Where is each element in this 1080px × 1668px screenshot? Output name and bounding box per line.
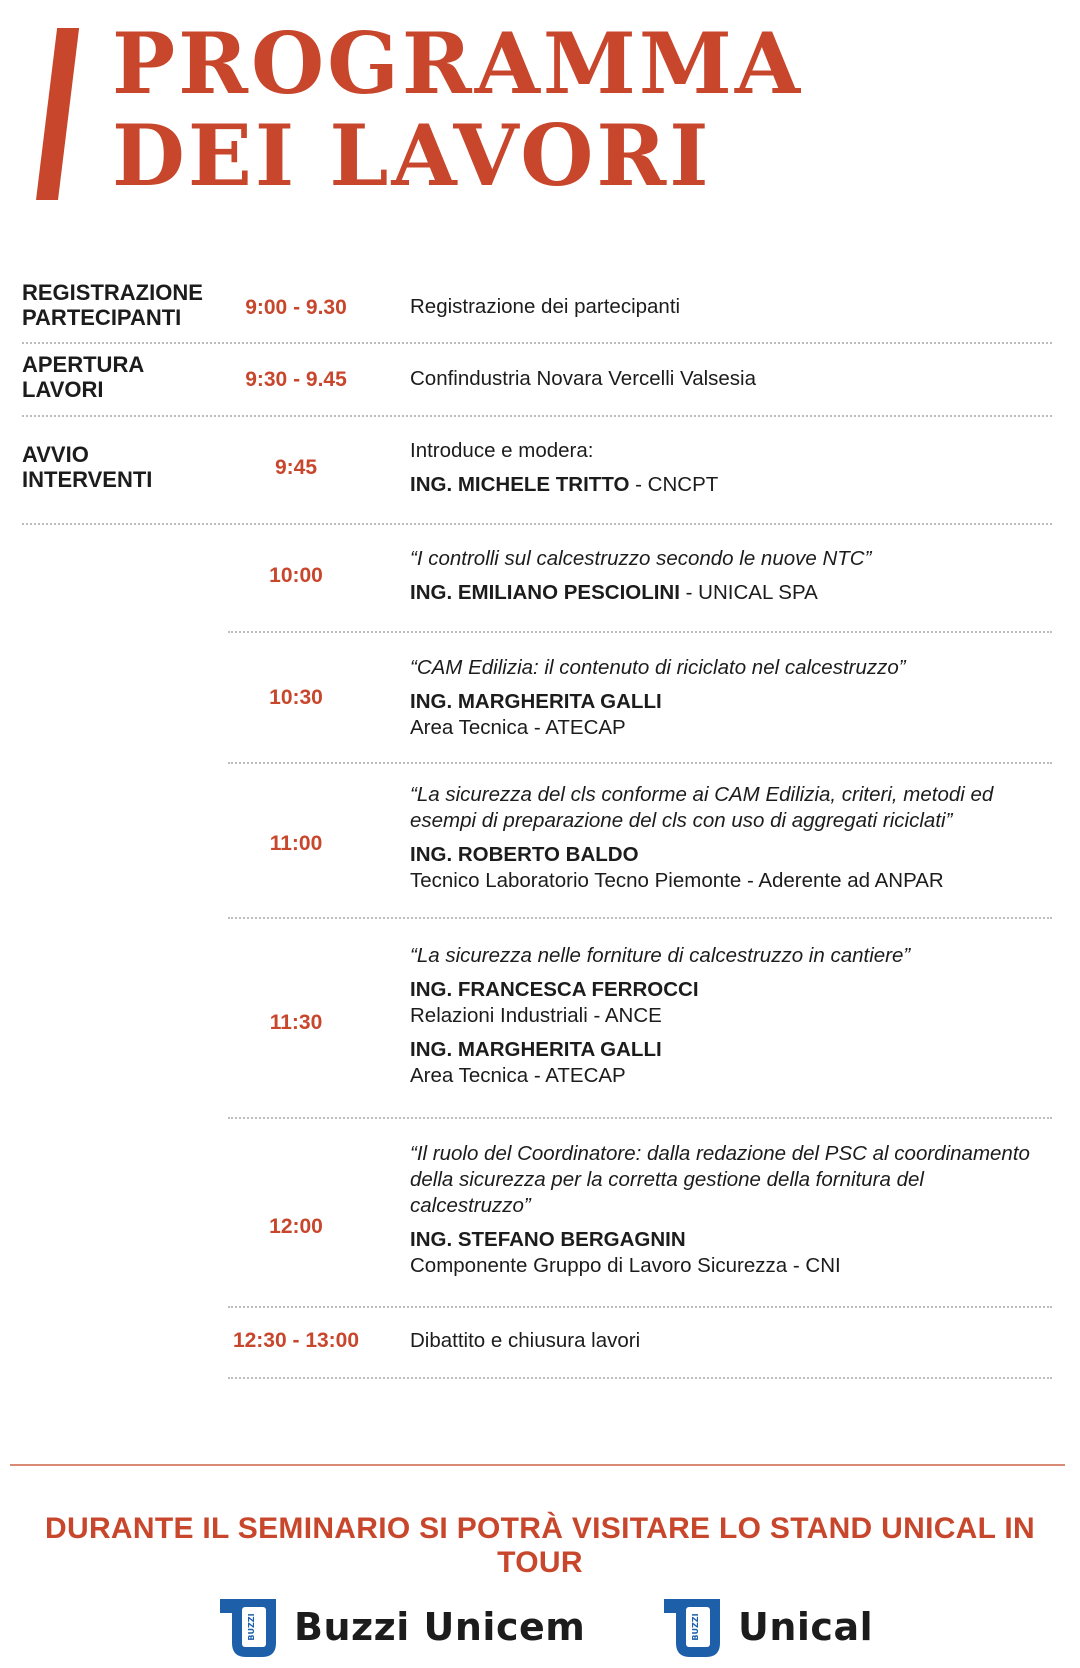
footer-banner: DURANTE IL SEMINARIO SI POTRÀ VISITARE LO STAND UNICAL IN TOUR: [45, 1512, 1035, 1579]
buzzi-logo-icon: [216, 1595, 280, 1659]
talk-title-line: esempi di preparazione del cls con uso di aggregati riciclati”: [410, 809, 953, 832]
row-divider: [228, 762, 1052, 764]
speaker-name: ING. ROBERTO BALDO: [410, 843, 639, 866]
row-time: 11:30: [269, 1011, 323, 1034]
speaker-org: - CNCPT: [629, 473, 719, 496]
speaker-name: ING. EMILIANO PESCIOLINI: [410, 581, 680, 604]
speaker-role: Tecnico Laboratorio Tecno Piemonte - Aderente ad ANPAR: [410, 869, 944, 892]
row-label: [22, 280, 212, 330]
row-time: 10:00: [269, 564, 323, 587]
row-time: 11:00: [269, 832, 323, 855]
row-time: 12:00: [269, 1215, 323, 1238]
row-label-line: REGISTRAZIONE: [22, 280, 203, 305]
talk-title: “CAM Edilizia: il contenuto di riciclato nel calcestruzzo”: [410, 656, 906, 679]
row-divider: [228, 1306, 1052, 1308]
row-divider: [228, 1117, 1052, 1119]
talk-title: “I controlli sul calcestruzzo secondo le nuove NTC”: [410, 547, 872, 570]
row-time: 9:00 - 9.30: [245, 296, 347, 319]
speaker: [410, 472, 1060, 498]
page-title: [112, 14, 804, 205]
logo-name: Unical: [738, 1605, 874, 1649]
row-label-line: APERTURA: [22, 352, 145, 377]
page-title-line2: DEI LAVORI: [112, 106, 712, 205]
row-content: [410, 943, 1060, 1089]
speaker-name: ING. FRANCESCA FERROCCI: [410, 978, 699, 1001]
row-label-line: LAVORI: [22, 377, 104, 402]
row-time: 12:30 - 13:00: [232, 1329, 360, 1352]
row-content: [410, 782, 1060, 894]
speaker: [410, 1227, 1060, 1253]
speaker-name: ING. STEFANO BERGAGNIN: [410, 1228, 686, 1251]
talk-title: “La sicurezza nelle forniture di calcestruzzo in cantiere”: [410, 944, 911, 967]
talk-title-line: calcestruzzo”: [410, 1194, 531, 1217]
row-content: [410, 546, 1060, 606]
row-content: [410, 1328, 1060, 1354]
row-content: [410, 655, 1060, 741]
page-title-line1: PROGRAMMA: [112, 14, 804, 113]
talk-title-line: della sicurezza per la corretta gestione della fornitura del: [410, 1168, 924, 1191]
svg-text:BUZZI: BUZZI: [691, 1613, 700, 1641]
row-label-line: AVVIO: [22, 442, 89, 467]
row-label-line: INTERVENTI: [22, 467, 153, 492]
speaker-name: ING. MARGHERITA GALLI: [410, 1038, 662, 1061]
footer-rule: [10, 1464, 1065, 1466]
speaker-role: Componente Gruppo di Lavoro Sicurezza - CNI: [410, 1254, 841, 1277]
row-content: [410, 438, 1060, 498]
talk-title-line: “La sicurezza del cls conforme ai CAM Edilizia, criteri, metodi ed: [410, 783, 994, 806]
speaker: [410, 1037, 1060, 1063]
row-divider: [22, 523, 1052, 525]
row-label: [22, 352, 212, 402]
row-divider: [228, 631, 1052, 633]
row-intro: Introduce e modera:: [410, 439, 594, 462]
speaker-role: Area Tecnica - ATECAP: [410, 716, 626, 739]
row-time: 9:30 - 9.45: [245, 368, 347, 391]
row-label: [22, 442, 212, 492]
row-content: [410, 294, 1060, 320]
logo-name: Buzzi Unicem: [294, 1605, 586, 1649]
speaker: [410, 977, 1060, 1003]
unical-logo-icon: [660, 1595, 724, 1659]
row-text: Dibattito e chiusura lavori: [410, 1329, 641, 1352]
svg-text:BUZZI: BUZZI: [247, 1613, 256, 1641]
row-divider: [228, 1377, 1052, 1379]
speaker-role: Area Tecnica - ATECAP: [410, 1064, 626, 1087]
row-time: 10:30: [269, 686, 323, 709]
speaker: [410, 842, 1060, 868]
row-content: [410, 1141, 1060, 1279]
row-content: [410, 366, 1060, 392]
row-label-line: PARTECIPANTI: [22, 305, 182, 330]
row-text: Registrazione dei partecipanti: [410, 295, 681, 318]
speaker-name: ING. MICHELE TRITTO: [410, 473, 630, 496]
row-divider: [22, 415, 1052, 417]
talk-title-line: “Il ruolo del Coordinatore: dalla redazione del PSC al coordinamento: [410, 1142, 1030, 1165]
speaker-name: ING. MARGHERITA GALLI: [410, 690, 662, 713]
speaker: [410, 689, 1060, 715]
row-text: Confindustria Novara Vercelli Valsesia: [410, 367, 757, 390]
speaker-role: Relazioni Industriali - ANCE: [410, 1004, 662, 1027]
speaker-org: - UNICAL SPA: [679, 581, 818, 604]
header-slash-decoration: [36, 28, 79, 200]
row-divider: [22, 342, 1052, 344]
row-divider: [228, 917, 1052, 919]
speaker: [410, 580, 1060, 606]
logo-unical: [660, 1592, 873, 1662]
logo-buzzi-unicem: [216, 1592, 585, 1662]
row-time: 9:45: [274, 456, 318, 479]
